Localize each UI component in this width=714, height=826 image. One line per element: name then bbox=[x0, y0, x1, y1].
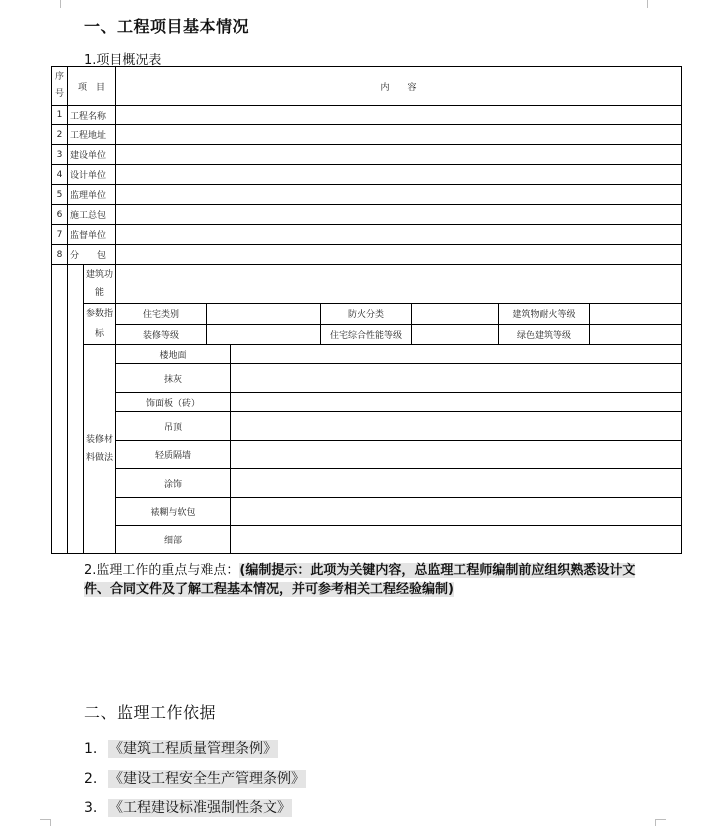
header-item: 项 目 bbox=[68, 67, 116, 106]
table-row bbox=[52, 393, 682, 412]
decoration-item: 饰面板（砖） bbox=[116, 393, 231, 412]
param-value[interactable] bbox=[412, 304, 499, 325]
list-item bbox=[84, 738, 278, 758]
table-row bbox=[52, 205, 682, 225]
table-row bbox=[52, 498, 682, 526]
param-name: 绿色建筑等级 bbox=[499, 324, 590, 345]
param-name: 防火分类 bbox=[321, 304, 412, 325]
decoration-value[interactable] bbox=[231, 412, 682, 441]
row-number: 8 bbox=[52, 245, 68, 265]
list-text: 《建设工程安全生产管理条例》 bbox=[109, 771, 305, 787]
building-function-value[interactable] bbox=[116, 265, 682, 304]
blank-cell bbox=[52, 265, 68, 554]
decoration-item: 涂饰 bbox=[116, 469, 231, 498]
param-value[interactable] bbox=[590, 304, 682, 325]
table-row bbox=[52, 106, 682, 125]
key-points-label: 2.监理工作的重点与难点： bbox=[84, 563, 240, 578]
table-row bbox=[52, 165, 682, 185]
page-corner-mark bbox=[40, 819, 51, 826]
row-number: 7 bbox=[52, 225, 68, 245]
table-row bbox=[52, 304, 682, 325]
list-item bbox=[84, 797, 292, 817]
page-corner-mark bbox=[655, 819, 666, 826]
row-value[interactable] bbox=[116, 245, 682, 265]
table-row bbox=[52, 225, 682, 245]
table-row bbox=[52, 245, 682, 265]
row-number: 4 bbox=[52, 165, 68, 185]
row-label: 设计单位 bbox=[68, 165, 116, 185]
row-value[interactable] bbox=[116, 205, 682, 225]
row-value[interactable] bbox=[116, 165, 682, 185]
blank-cell bbox=[68, 265, 84, 554]
row-number: 6 bbox=[52, 205, 68, 225]
page-corner-mark bbox=[647, 0, 660, 8]
header-seq: 序号 bbox=[52, 67, 68, 106]
param-name: 住宅类别 bbox=[116, 304, 207, 325]
table-row bbox=[52, 364, 682, 393]
decoration-value[interactable] bbox=[231, 526, 682, 554]
table-row bbox=[52, 185, 682, 205]
drafting-hint: (编制提示：此项为关键内容，总监理工程师编制前应组织熟悉设计文件、合同文件及了解工程基本情况，并可参考相关工程经验编制) bbox=[84, 563, 636, 597]
building-function-label: 建筑功能 bbox=[84, 265, 116, 304]
table-row bbox=[52, 324, 682, 345]
table-row bbox=[52, 345, 682, 364]
row-label: 工程地址 bbox=[68, 125, 116, 145]
param-value[interactable] bbox=[590, 324, 682, 345]
list-number: 2. bbox=[84, 771, 98, 787]
decoration-value[interactable] bbox=[231, 498, 682, 526]
parameter-label: 参数指标 bbox=[84, 304, 116, 345]
row-value[interactable] bbox=[116, 185, 682, 205]
table-row bbox=[52, 469, 682, 498]
row-value[interactable] bbox=[116, 106, 682, 125]
header-content: 内 容 bbox=[116, 67, 682, 106]
row-label: 施工总包 bbox=[68, 205, 116, 225]
list-number: 3. bbox=[84, 800, 98, 816]
row-label: 工程名称 bbox=[68, 106, 116, 125]
decoration-item: 楼地面 bbox=[116, 345, 231, 364]
decoration-value[interactable] bbox=[231, 469, 682, 498]
key-points-paragraph bbox=[84, 561, 644, 599]
table-row bbox=[52, 412, 682, 441]
decoration-value[interactable] bbox=[231, 441, 682, 469]
decoration-item: 吊顶 bbox=[116, 412, 231, 441]
decoration-item: 轻质隔墙 bbox=[116, 441, 231, 469]
list-item bbox=[84, 768, 306, 788]
table-row bbox=[52, 125, 682, 145]
row-label: 建设单位 bbox=[68, 145, 116, 165]
section-2-heading: 二、监理工作依据 bbox=[84, 703, 217, 722]
decoration-item: 细部 bbox=[116, 526, 231, 554]
decoration-item: 裱糊与软包 bbox=[116, 498, 231, 526]
param-name: 建筑物耐火等级 bbox=[499, 304, 590, 325]
param-name: 装修等级 bbox=[116, 324, 207, 345]
row-label: 监督单位 bbox=[68, 225, 116, 245]
decoration-value[interactable] bbox=[231, 393, 682, 412]
table-row bbox=[52, 526, 682, 554]
table-row bbox=[52, 441, 682, 469]
project-overview-table bbox=[51, 66, 682, 554]
table-header-row bbox=[52, 67, 682, 106]
row-label: 分 包 bbox=[68, 245, 116, 265]
decoration-label: 装修材料做法 bbox=[84, 345, 116, 554]
row-value[interactable] bbox=[116, 145, 682, 165]
decoration-value[interactable] bbox=[231, 345, 682, 364]
decoration-item: 抹灰 bbox=[116, 364, 231, 393]
list-text: 《工程建设标准强制性条文》 bbox=[109, 800, 291, 816]
table-row bbox=[52, 145, 682, 165]
list-text: 《建筑工程质量管理条例》 bbox=[109, 741, 277, 757]
list-number: 1. bbox=[84, 741, 98, 757]
param-value[interactable] bbox=[412, 324, 499, 345]
row-label: 监理单位 bbox=[68, 185, 116, 205]
table-caption: 1.项目概况表 bbox=[84, 53, 162, 68]
param-value[interactable] bbox=[207, 304, 321, 325]
decoration-value[interactable] bbox=[231, 364, 682, 393]
row-value[interactable] bbox=[116, 125, 682, 145]
row-number: 5 bbox=[52, 185, 68, 205]
param-name: 住宅综合性能等级 bbox=[321, 324, 412, 345]
table-row bbox=[52, 265, 682, 304]
row-value[interactable] bbox=[116, 225, 682, 245]
page-corner-mark bbox=[48, 0, 61, 8]
row-number: 2 bbox=[52, 125, 68, 145]
param-value[interactable] bbox=[207, 324, 321, 345]
row-number: 3 bbox=[52, 145, 68, 165]
section-1-heading: 一、工程项目基本情况 bbox=[84, 17, 250, 36]
row-number: 1 bbox=[52, 106, 68, 125]
